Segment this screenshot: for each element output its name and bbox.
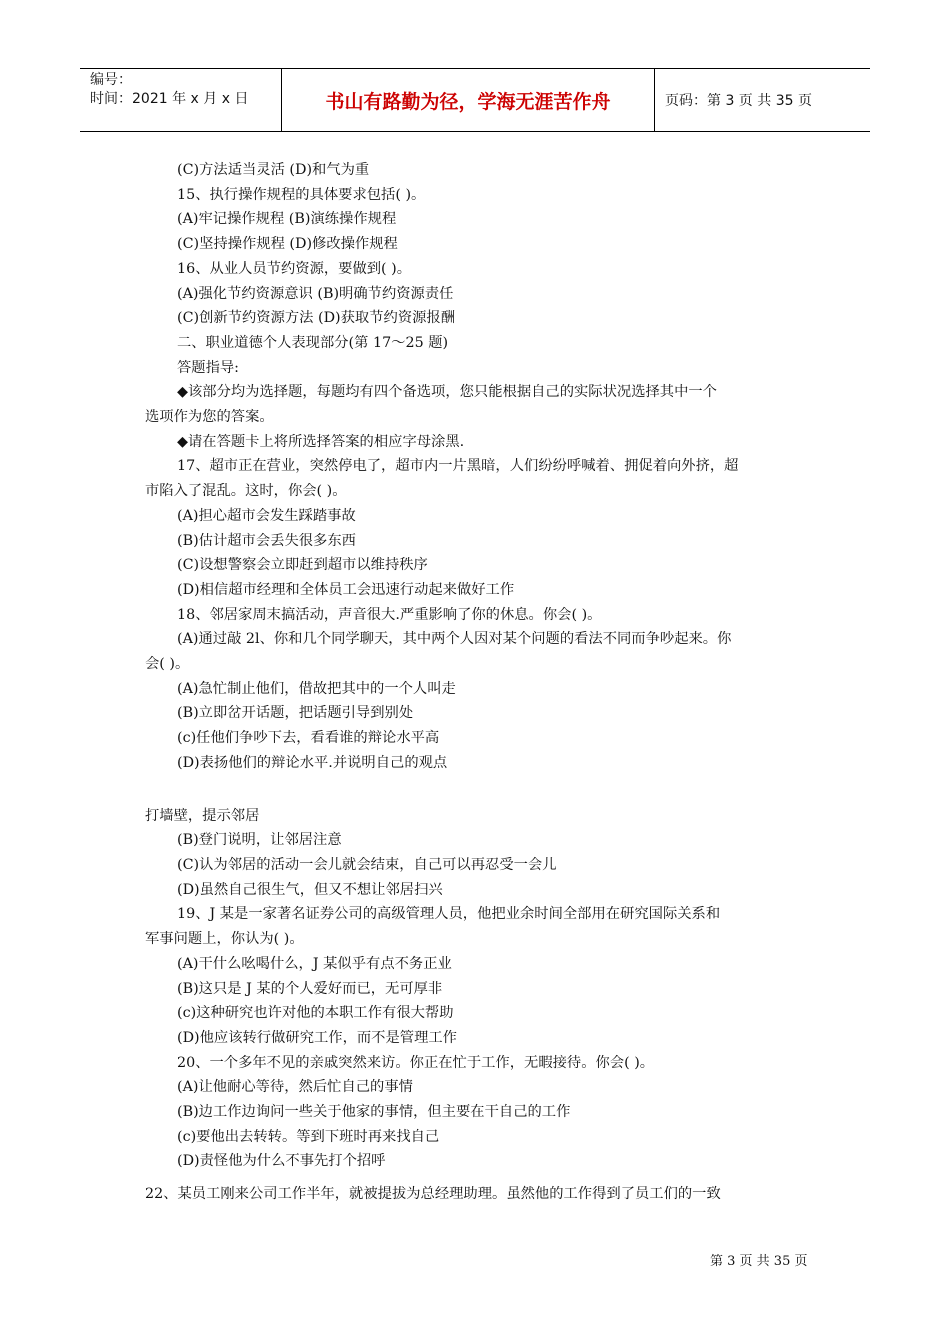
option-line: (C)坚持操作规程 (D)修改操作规程 <box>177 236 398 253</box>
question-19: 19、J 某是一家著名证券公司的高级管理人员，他把业余时间全部用在研究国际关系和 <box>177 906 721 923</box>
question-20: 20、一个多年不见的亲戚突然来访。你正在忙于工作，无暇接待。你会( )。 <box>177 1054 655 1071</box>
option-line: (A)担心超市会发生踩踏事故 <box>177 507 356 524</box>
option-line: (D)虽然自己很生气，但又不想让邻居扫兴 <box>177 881 443 898</box>
option-line: (c)任他们争吵下去，看看谁的辩论水平高 <box>177 730 440 747</box>
header-motto: 书山有路勤为径，学海无涯苦作舟 <box>282 69 655 131</box>
document-number-label: 编号： <box>90 72 132 88</box>
question-16: 16、从业人员节约资源，要做到( )。 <box>177 260 412 277</box>
question-19-cont: 军事问题上，你认为( )。 <box>145 931 304 948</box>
option-line: (A)让他耐心等待，然后忙自己的事情 <box>177 1079 413 1096</box>
question-17-cont: 市陷入了混乱。这时，你会( )。 <box>145 483 347 500</box>
option-line: (D)责怪他为什么不事先打个招呼 <box>177 1153 386 1170</box>
option-line: (D)相信超市经理和全体员工会迅速行动起来做好工作 <box>177 581 515 598</box>
document-time-label: 时间：2021 年 x 月 x 日 <box>90 91 249 107</box>
option-line-cont: 打墙壁，提示邻居 <box>145 807 260 824</box>
option-line: (C)创新节约资源方法 (D)获取节约资源报酬 <box>177 310 456 327</box>
question-15: 15、执行操作规程的具体要求包括( )。 <box>177 186 426 203</box>
option-line: (B)边工作边询问一些关于他家的事情，但主要在干自己的工作 <box>177 1104 571 1121</box>
question-22: 22、某员工刚来公司工作半年，就被提拔为总经理助理。虽然他的工作得到了员工们的一致 <box>145 1186 721 1203</box>
option-line: (c)要他出去转转。等到下班时再来找自己 <box>177 1128 440 1145</box>
text-line: (C)方法适当灵活 (D)和气为重 <box>177 162 370 178</box>
header-page-info: 页码：第 3 页 共 35 页 <box>665 93 812 109</box>
option-line: (A)牢记操作规程 (B)演练操作规程 <box>177 211 397 228</box>
instruction-line-cont: 选项作为您的答案。 <box>145 409 274 426</box>
question-21-cont: 会( )。 <box>145 656 190 673</box>
option-line: (C)设想警察会立即赶到超市以维持秩序 <box>177 557 428 574</box>
option-line: (A)干什么吆喝什么，J 某似乎有点不务正业 <box>177 955 452 972</box>
section-heading: 二、职业道德个人表现部分(第 17～25 题) <box>177 334 449 351</box>
instructions-heading: 答题指导: <box>177 359 240 376</box>
question-18: 18、邻居家周末搞活动，声音很大.严重影响了你的休息。你会( )。 <box>177 606 602 623</box>
option-line: (B)立即岔开话题，把话题引导到别处 <box>177 705 414 722</box>
document-body <box>145 158 813 1207</box>
option-line: (C)认为邻居的活动一会儿就会结束，自己可以再忍受一会儿 <box>177 856 557 873</box>
question-17: 17、超市正在营业，突然停电了，超市内一片黑暗，人们纷纷呼喊着、拥促着向外挤，超 <box>177 458 739 475</box>
option-line: (B)估计超市会丢失很多东西 <box>177 532 356 549</box>
option-line: (B)登门说明，让邻居注意 <box>177 832 342 849</box>
option-line: (A)强化节约资源意识 (B)明确节约资源责任 <box>177 285 454 302</box>
page-header <box>80 68 870 132</box>
instruction-line: ◆请在答题卡上将所选择答案的相应字母涂黑. <box>177 433 465 450</box>
option-line: (c)这种研究也许对他的本职工作有很大帮助 <box>177 1005 454 1022</box>
option-line: (D)他应该转行做研究工作，而不是管理工作 <box>177 1029 457 1046</box>
header-meta <box>80 69 282 131</box>
option-line: (D)表扬他们的辩论水平.并说明自己的观点 <box>177 754 448 771</box>
option-line: (B)这只是 J 某的个人爱好而已，无可厚非 <box>177 980 443 997</box>
instruction-line: ◆该部分均为选择题，每题均有四个备选项，您只能根据自己的实际状况选择其中一个 <box>177 384 717 401</box>
page-footer: 第 3 页 共 35 页 <box>710 1254 808 1269</box>
question-21-merged: (A)通过敲 2l、你和几个同学聊天，其中两个人因对某个问题的看法不同而争吵起来。你 <box>177 631 732 648</box>
option-line: (A)急忙制止他们，借故把其中的一个人叫走 <box>177 680 456 697</box>
